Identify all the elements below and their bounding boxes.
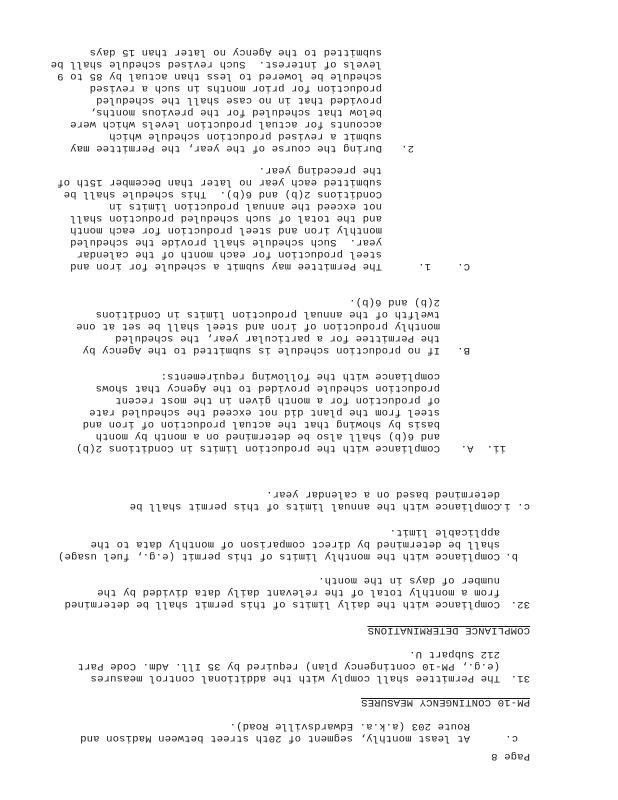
text-line: compliance with the following requirements: — [160, 370, 440, 382]
text-line: twelfth of the annual production limits in Conditions — [95, 308, 440, 320]
text-line: accounts for actual production levels which were — [69, 118, 382, 130]
text-line: levels of interest. Such revised schedule shall be — [50, 58, 382, 70]
page-number: Page 8 — [490, 750, 530, 762]
item-number: c. — [504, 732, 518, 744]
text-line: shall be determined by direct comparison of monthly data to the — [90, 538, 500, 550]
item-number: B. — [456, 344, 470, 356]
text-line: Compliance with the annual limits of this permit shall be — [129, 500, 500, 512]
text-line: 212 Subpart U. — [408, 648, 500, 660]
text-line: At least monthly, segment of 20th street between Madison and — [79, 732, 470, 744]
text-line: Route 203 (a.k.a. Edwardsville Road). — [229, 720, 470, 732]
text-line: production schedule provided to the Agency that shows — [95, 382, 440, 394]
text-line: year. Such schedule shall provide the scheduled — [69, 236, 382, 248]
text-line: During the course of the year, the Permittee may — [69, 142, 382, 154]
text-line: production for prior months in such a revised — [89, 82, 382, 94]
item-number: ii. A. — [460, 442, 506, 454]
text-line: (e.g., PM-10 contingency plan) required by 35 Ill. Adm. Code Part — [77, 660, 500, 672]
text-line: monthly production of iron and steel shall be set at one — [75, 320, 440, 332]
text-line: submitted to the Agency no later than 15 days — [89, 46, 382, 58]
text-line: of production for a month given in the most recent — [114, 394, 440, 406]
text-line: monthly iron and steel production for each month — [69, 224, 382, 236]
text-line: basis by showing that the actual production of iron and — [82, 418, 440, 430]
text-line: below that scheduled for the previous months, — [89, 106, 382, 118]
text-line: Compliance with the daily limits of this permit shall be determined — [64, 598, 500, 610]
item-number: 2. — [400, 142, 414, 154]
text-line: applicable limit. — [389, 526, 500, 538]
section-heading-compliance: COMPLIANCE DETERMINATIONS — [367, 624, 530, 636]
text-line: determined based on a calendar year. — [265, 488, 500, 500]
text-line: not exceed the annual production limits in — [108, 200, 382, 212]
item-number: C. 1. — [417, 260, 470, 272]
text-line: submit a revised production schedule which — [108, 130, 382, 142]
text-line: 2(b) and 6(b). — [348, 296, 440, 308]
text-line: steel from the plant did not exceed the scheduled rate — [88, 406, 440, 418]
text-line: number of days in the month. — [317, 574, 500, 586]
text-line: the preceding year. — [258, 164, 382, 176]
text-line: Compliance with the monthly limits of this permit (e.g., fuel usage) — [57, 550, 500, 562]
text-line: the Permittee for a particular year, the scheduled — [114, 332, 440, 344]
text-line: and the total of such scheduled production shall — [69, 212, 382, 224]
item-number: 31. — [510, 672, 530, 684]
text-line: provided that in no case shall the scheduled — [95, 94, 382, 106]
text-line: steel production for each month of the calendar — [76, 248, 382, 260]
section-heading-pm10: PM-10 CONTINGENCY MEASURES — [360, 696, 530, 708]
text-line: from a monthly total of the relevant daily data divided by the — [96, 586, 500, 598]
item-number: 32. — [510, 598, 530, 610]
text-line: submitted each year no later than December 15th of — [56, 176, 382, 188]
text-line: and 6(b) shall also be determined on a month by month — [95, 430, 440, 442]
text-line: If no production schedule is submitted to the Agency by — [82, 344, 440, 356]
text-line: The Permittee may submit a schedule for iron and — [69, 260, 382, 272]
text-line: The Permittee shall comply with the additional control measures — [90, 672, 500, 684]
item-number: b. — [504, 550, 518, 562]
text-line: Conditions 2(b) and 6(b). This schedule shall be — [63, 188, 382, 200]
text-line: Compliance with the production limits in Conditions 2(b) — [75, 442, 440, 454]
text-line: schedule be lowered to less than actual by 85 to 9 — [56, 70, 382, 82]
item-number: c. i. — [497, 500, 530, 512]
